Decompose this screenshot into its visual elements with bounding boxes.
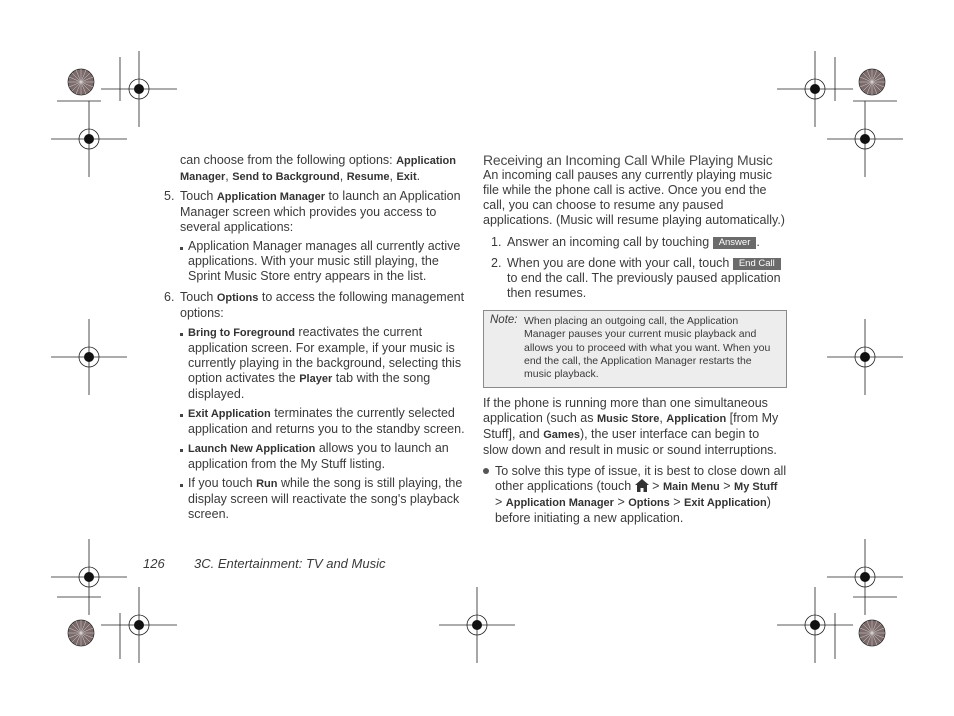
- left-column: [180, 153, 468, 185]
- answer-button: Answer: [713, 237, 757, 249]
- bullet-icon: [180, 247, 183, 250]
- bullet-icon: [180, 449, 183, 452]
- bullet-icon: [180, 484, 183, 487]
- intro-paragraph: An incoming call pauses any currently playing music file while the phone call is active. Once you end the call, you can choose to resume any paused applications. (Music will resume playing automatically.): [483, 168, 785, 227]
- intro-paragraph: can choose from the following options: Application Manager, Send to Background, Resume, Exit.: [180, 153, 456, 183]
- right-column: [483, 153, 787, 526]
- step-number: 2.: [491, 256, 502, 270]
- paragraph: If the phone is running more than one simultaneous application (such as Music Store, Application [from My Stuff], and Games), the user interface can begin to slow down and result in music or sound interruptions.: [483, 396, 779, 458]
- step-5: 5. Touch Application Manager to launch an Application Manager screen which provides you access to several applications: Application Manager manages all currently active applications. With your music still playing, the Sprint Music Store entry appears in the list.: [164, 189, 468, 284]
- note-box: [483, 310, 787, 388]
- step-number: 1.: [491, 235, 502, 249]
- list-item: Launch New Application allows you to launch an application from the My Stuff listing.: [180, 441, 468, 472]
- bullet-icon: [483, 468, 489, 474]
- bullet-icon: [180, 333, 183, 336]
- tip-item: To solve this type of issue, it is best to close down all other applications (touch > Main Menu > My Stuff > Application Manager > Options > Exit Application) before initiating a new application.: [483, 464, 787, 526]
- note-label: Note:: [490, 314, 518, 326]
- bullet-icon: [180, 414, 183, 417]
- step-number: 6.: [164, 290, 175, 304]
- step-2: 2. When you are done with your call, touch End Call to end the call. The previously paused application then resumes.: [491, 256, 781, 300]
- section-title: 3C. Entertainment: TV and Music: [194, 556, 386, 571]
- step-6: 6. Touch Options to access the following management options: Bring to Foreground reactivates the current application screen. For example, if your music is currently playing in the background, selecting this option activates the Player tab with the song displayed. Exit Application terminates the currently selected application and returns you to the standby screen. Launch New Application allows you to launch an application from the My Stuff listing. If you touch Run while the song is still playing, the display screen will reactivate the song's playback screen.: [164, 290, 468, 522]
- step-1: 1. Answer an incoming call by touching Answer .: [491, 235, 760, 249]
- list-item: Exit Application terminates the currently selected application and returns you to the standby screen.: [180, 406, 468, 437]
- page-number: 126: [143, 556, 165, 571]
- note-text: When placing an outgoing call, the Application Manager pauses your current music playback and allows you to proceed with what you want. When you end the call, the Application Manager restarts the music playback.: [524, 315, 771, 381]
- list-item: Bring to Foreground reactivates the current application screen. For example, if your music is currently playing in the background, selecting this option activates the Player tab with the song displayed.: [180, 325, 468, 402]
- list-item: Application Manager manages all currently active applications. With your music still playing, the Sprint Music Store entry appears in the list.: [180, 239, 468, 284]
- end-call-button: End Call: [733, 258, 781, 270]
- list-item: If you touch Run while the song is still playing, the display screen will reactivate the song's playback screen.: [180, 476, 468, 522]
- step-number: 5.: [164, 189, 175, 203]
- home-icon: [635, 479, 649, 492]
- section-heading: Receiving an Incoming Call While Playing Music: [483, 152, 773, 168]
